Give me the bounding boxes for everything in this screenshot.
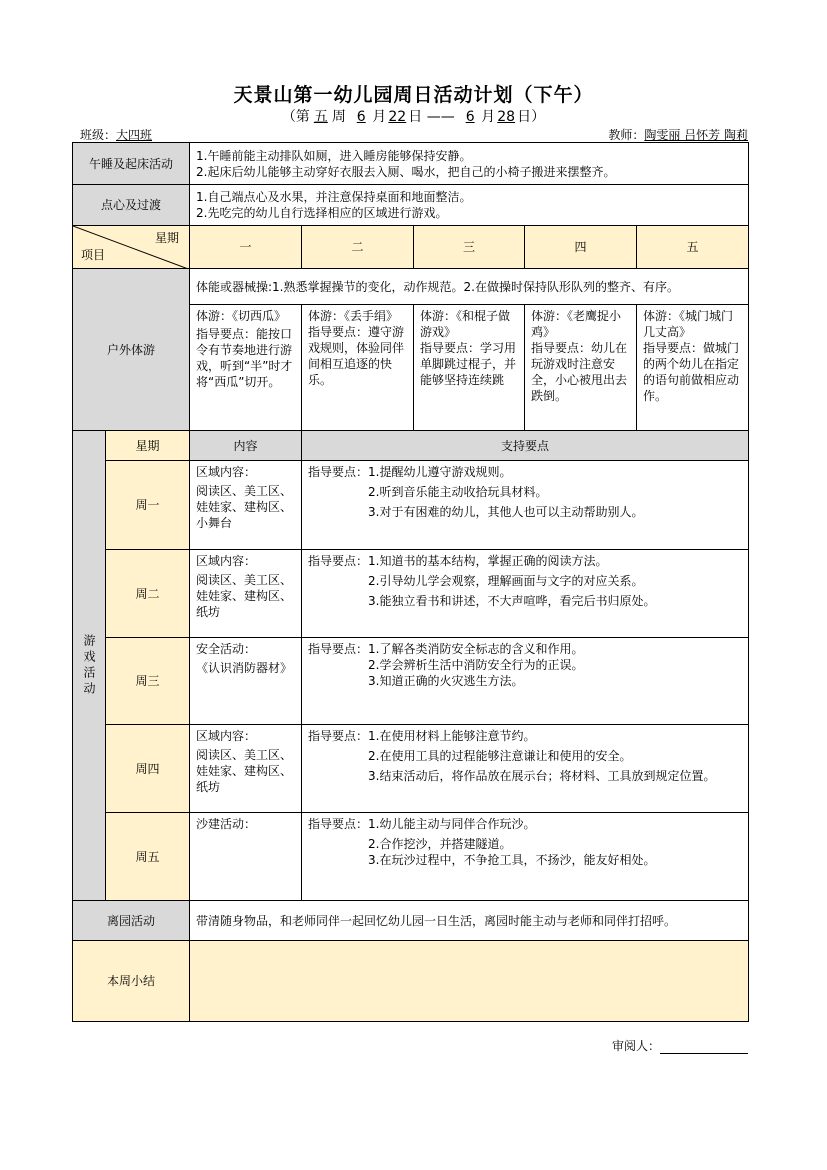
game-title: 体游：《和棍子做游戏》 [420, 309, 511, 339]
leave-label: 离园活动 [72, 900, 190, 941]
game-title: 体游：《城门城门几丈高》 [643, 309, 734, 339]
leave-content: 带清随身物品，和老师同伴一起回忆幼儿园一日生活，离园时能主动与老师和同伴打招呼。 [189, 900, 749, 941]
game-support-cell [301, 724, 749, 813]
guide-point: 2.合作挖沙，并搭建隧道。 [368, 837, 512, 851]
game-col-content: 内容 [189, 430, 302, 461]
game-guide: 指导要点：学习用单脚跳过棍子，并能够坚持连续跳 [420, 341, 517, 387]
game-guide: 指导要点：能按口令有节奏地进行游戏，听到“半”时才将“西瓜”切开。 [196, 327, 293, 389]
guide-point: 2.听到音乐能主动收拾玩具材料。 [368, 485, 548, 499]
game-title: 体游：《切西瓜》 [196, 309, 287, 323]
game-day-cell: 周五 [105, 812, 190, 901]
guide-label: 指导要点： [308, 554, 369, 568]
week-number: 五 [313, 109, 328, 125]
game-content-cell [189, 724, 302, 813]
game-day-cell: 周一 [105, 460, 190, 550]
game-day-cell: 周四 [105, 724, 190, 813]
subtitle-suffix: 日） [517, 109, 546, 125]
game-support-cell [301, 460, 749, 550]
game-title: 体游：《丢手绢》 [308, 309, 399, 323]
end-month: 6 [465, 109, 475, 125]
game-content-cell [189, 460, 302, 550]
day-header-thu: 四 [524, 225, 637, 269]
day-label-1: 日 [408, 109, 423, 125]
guide-points [308, 641, 742, 689]
snack-content [189, 184, 749, 226]
content-title: 区域内容： [196, 729, 257, 743]
corner-weekday-label: 星期 [154, 231, 179, 245]
guide-point: 1.在使用材料上能够注意节约。 [368, 729, 536, 743]
content-title: 安全活动： [196, 642, 257, 656]
corner-item-label: 项目 [81, 248, 106, 262]
game-support-cell [301, 637, 749, 725]
snack-label: 点心及过渡 [72, 184, 190, 226]
reviewer-signature-line[interactable] [660, 1040, 748, 1054]
date-range [0, 106, 827, 126]
nap-label: 午睡及起床活动 [72, 142, 190, 185]
game-content-cell [189, 549, 302, 638]
day-header-wed: 三 [413, 225, 525, 269]
day-header-tue: 二 [301, 225, 414, 269]
game-day-cell: 周三 [105, 637, 190, 725]
content-body: 阅读区、美工区、娃娃家、建构区、纸坊 [196, 748, 293, 794]
reviewer-label: 审阅人： [611, 1039, 660, 1053]
guide-label: 指导要点： [308, 817, 369, 831]
class-info [80, 126, 176, 143]
nap-content [189, 142, 749, 185]
corner-header [72, 225, 190, 269]
day-header-mon: 一 [189, 225, 302, 269]
snack-line-1: 1.自己端点心及水果，并注意保持桌面和地面整洁。 [196, 190, 472, 204]
game-guide: 指导要点：做城门的两个幼儿在指定的语句前做相应动作。 [643, 341, 740, 403]
outdoor-game-mon [189, 304, 302, 431]
day-header-fri: 五 [636, 225, 749, 269]
game-guide: 指导要点：幼儿在玩游戏时注意安全，小心被甩出去跌倒。 [531, 341, 628, 403]
content-title: 区域内容： [196, 465, 257, 479]
guide-point: 3.结束活动后，将作品放在展示台；将材料、工具放到规定位置。 [368, 769, 716, 783]
guide-points [308, 553, 742, 613]
guide-point: 3.在玩沙过程中，不争抢工具，不扬沙，能友好相处。 [368, 853, 656, 867]
month-label-1: 月 [372, 109, 387, 125]
guide-point: 2.学会辨析生活中消防安全行为的正误。 [368, 658, 584, 672]
outdoor-game-wed [413, 304, 525, 431]
outdoor-game-tue [301, 304, 414, 431]
reviewer [612, 1037, 748, 1054]
content-body: 《认识消防器材》 [196, 661, 293, 675]
outdoor-game-thu [524, 304, 637, 431]
teacher-info [608, 126, 748, 143]
nap-line-1: 1.午睡前能主动排队如厕，进入睡房能够保持安静。 [196, 149, 472, 163]
subtitle-prefix: （第 [281, 109, 310, 125]
summary-content[interactable] [189, 940, 749, 1022]
guide-point: 2.在使用工具的过程能够注意谦让和使用的安全。 [368, 749, 632, 763]
guide-point: 3.对于有困难的幼儿，其他人也可以主动帮助别人。 [368, 505, 644, 519]
game-title: 体游：《老鹰捉小鸡》 [531, 309, 622, 339]
outdoor-game-fri [636, 304, 749, 431]
content-body: 阅读区、美工区、娃娃家、建构区、小舞台 [196, 484, 293, 530]
nap-line-2: 2.起床后幼儿能够主动穿好衣服去入厕、喝水，把自己的小椅子搬进来摆整齐。 [196, 165, 616, 179]
class-value: 大四班 [116, 128, 153, 142]
start-month: 6 [356, 109, 366, 125]
guide-label: 指导要点： [308, 642, 369, 656]
guide-points [308, 728, 742, 788]
start-day: 22 [388, 109, 407, 125]
guide-points [308, 816, 742, 872]
outdoor-exercise: 体能或器械操:1.熟悉掌握操节的变化，动作规范。2.在做操时保持队形队列的整齐、有序。 [189, 268, 749, 305]
month-label-2: 月 [481, 109, 496, 125]
guide-point: 1.提醒幼儿遵守游戏规则。 [368, 465, 512, 479]
week-label: 周 [331, 109, 346, 125]
game-activity-label [72, 430, 106, 901]
separator: —— [426, 109, 455, 125]
teacher-label: 教师： [608, 128, 645, 142]
guide-point: 3.能独立看书和讲述，不大声喧哗，看完后书归原处。 [368, 594, 656, 608]
guide-label: 指导要点： [308, 465, 369, 479]
game-col-day: 星期 [105, 430, 190, 461]
content-body: 阅读区、美工区、娃娃家、建构区、纸坊 [196, 573, 293, 619]
summary-label: 本周小结 [72, 940, 190, 1022]
game-activity-label-text: 游戏活动 [82, 633, 96, 698]
outdoor-label: 户外体游 [72, 268, 190, 431]
game-content-cell [189, 637, 302, 725]
guide-point: 2.引导幼儿学会观察，理解画面与文字的对应关系。 [368, 574, 644, 588]
teacher-value: 陶雯丽 吕怀芳 陶莉 [644, 128, 748, 142]
guide-point: 1.了解各类消防安全标志的含义和作用。 [368, 642, 584, 656]
content-title: 沙建活动： [196, 817, 257, 831]
game-support-cell [301, 812, 749, 901]
class-label: 班级： [80, 128, 117, 142]
game-day-cell: 周二 [105, 549, 190, 638]
guide-points [308, 464, 742, 524]
guide-point: 3.知道正确的火灾逃生方法。 [368, 674, 524, 688]
end-day: 28 [497, 109, 516, 125]
guide-point: 1.知道书的基本结构，掌握正确的阅读方法。 [368, 554, 608, 568]
game-support-cell [301, 549, 749, 638]
content-title: 区域内容： [196, 554, 257, 568]
page-title: 天景山第一幼儿园周日活动计划（下午） [233, 84, 594, 106]
snack-line-2: 2.先吃完的幼儿自行选择相应的区域进行游戏。 [196, 206, 448, 220]
guide-point: 1.幼儿能主动与同伴合作玩沙。 [368, 817, 536, 831]
game-content-cell [189, 812, 302, 901]
guide-label: 指导要点： [308, 729, 369, 743]
game-guide: 指导要点：遵守游戏规则，体验同伴间相互追逐的快乐。 [308, 325, 405, 387]
game-col-support: 支持要点 [301, 430, 749, 461]
